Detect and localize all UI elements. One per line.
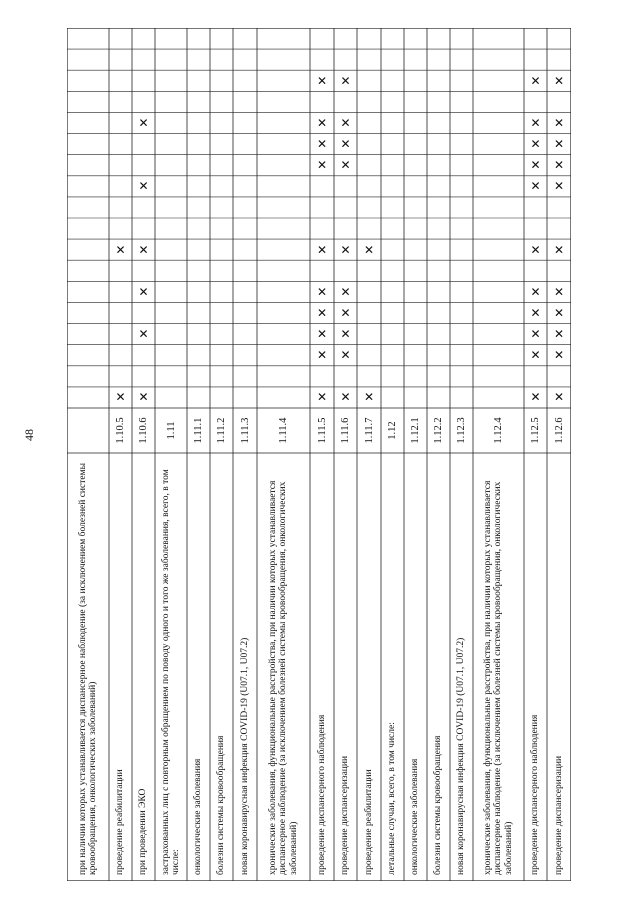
row-label-cell bbox=[524, 453, 547, 881]
row-code: 1.12.4 bbox=[493, 417, 504, 444]
cross-mark: ✕ bbox=[530, 306, 541, 320]
cross-mark: ✕ bbox=[363, 390, 375, 405]
row-label: летальные случаи, всего, в том числе: bbox=[387, 722, 398, 875]
row-code-cell bbox=[404, 408, 427, 453]
row-label: проведение реабилитации bbox=[363, 769, 374, 875]
row-code: 1.12.5 bbox=[530, 417, 541, 444]
cross-mark: ✕ bbox=[138, 284, 149, 299]
row-label-cell bbox=[473, 453, 524, 881]
row-code: 1.10.5 bbox=[115, 417, 126, 444]
cross-mark: ✕ bbox=[340, 390, 351, 405]
row-label: хронические заболевания, функциональные расстройства, при наличии которых устанавливается диспансерное наблюдение (за исключением болезней системы кровообращения, онкологических заболеваний) bbox=[267, 480, 299, 875]
row-label: проведение диспансерного наблюдения bbox=[316, 714, 327, 875]
row-code-cell bbox=[547, 408, 571, 453]
cross-mark: ✕ bbox=[340, 327, 351, 342]
row-label-cell bbox=[109, 453, 132, 881]
row-code-cell bbox=[381, 408, 404, 453]
row-label-cell bbox=[450, 453, 473, 881]
row-label: проведение реабилитации bbox=[115, 769, 126, 875]
row-code-cell bbox=[450, 408, 473, 453]
row-label-cell bbox=[357, 453, 381, 881]
row-code: 1.10.6 bbox=[138, 417, 149, 444]
row-label: при наличии которых устанавливается диспансерное наблюдение (за исключением болезней системы кровообращения, онкологических заболеваний) bbox=[77, 463, 98, 875]
cross-mark: ✕ bbox=[138, 327, 149, 342]
cross-mark: ✕ bbox=[340, 137, 351, 152]
row-code-cell bbox=[310, 408, 334, 453]
cross-mark: ✕ bbox=[553, 284, 565, 299]
cross-mark: ✕ bbox=[316, 348, 328, 363]
cross-mark: ✕ bbox=[530, 73, 541, 88]
cross-mark: ✕ bbox=[138, 390, 149, 405]
row-code: 1.11.4 bbox=[278, 417, 289, 444]
row-label-cell bbox=[381, 453, 404, 881]
row-code: 1.12 bbox=[387, 421, 398, 440]
row-label-cell bbox=[155, 453, 187, 881]
row-label: новая коронавирусная инфекция COVID-19 (U07.1, U07.2) bbox=[239, 637, 250, 875]
cross-mark: ✕ bbox=[316, 284, 328, 299]
cross-mark: ✕ bbox=[553, 306, 565, 320]
row-code: 1.11.6 bbox=[340, 417, 351, 444]
row-label: новая коронавирусная инфекция COVID-19 (U07.1, U07.2) bbox=[456, 637, 467, 875]
cross-mark: ✕ bbox=[316, 306, 328, 320]
row-code-cell bbox=[109, 408, 132, 453]
row-code: 1.11.2 bbox=[216, 417, 227, 444]
cross-mark: ✕ bbox=[530, 242, 541, 257]
cross-mark: ✕ bbox=[340, 158, 351, 173]
cross-mark: ✕ bbox=[340, 306, 351, 320]
row-code-cell bbox=[427, 408, 450, 453]
row-label-cell bbox=[233, 453, 257, 881]
row-code-cell bbox=[132, 408, 155, 453]
row-label: проведение диспансеризации bbox=[340, 755, 351, 875]
row-code-cell bbox=[473, 408, 524, 453]
cross-mark: ✕ bbox=[530, 158, 541, 173]
cross-mark: ✕ bbox=[553, 242, 565, 257]
cross-mark: ✕ bbox=[115, 390, 126, 405]
cross-mark: ✕ bbox=[530, 390, 541, 405]
row-label: онкологические заболевания bbox=[193, 758, 204, 875]
row-code-cell bbox=[257, 408, 310, 453]
row-code: 1.11 bbox=[165, 421, 177, 440]
cross-mark: ✕ bbox=[553, 327, 565, 342]
cross-mark: ✕ bbox=[530, 348, 541, 363]
cross-mark: ✕ bbox=[530, 284, 541, 299]
row-label-cell bbox=[310, 453, 334, 881]
cross-mark: ✕ bbox=[553, 158, 565, 173]
row-label-cell bbox=[427, 453, 450, 881]
row-code: 1.11.5 bbox=[316, 417, 328, 444]
cross-mark: ✕ bbox=[316, 116, 328, 130]
cross-mark: ✕ bbox=[340, 348, 351, 363]
row-label: онкологические заболевания bbox=[410, 758, 421, 875]
cross-mark: ✕ bbox=[363, 242, 375, 257]
row-code: 1.11.3 bbox=[239, 417, 251, 444]
cross-mark: ✕ bbox=[340, 242, 351, 257]
cross-mark: ✕ bbox=[316, 390, 328, 405]
row-code bbox=[67, 408, 109, 453]
cross-mark: ✕ bbox=[340, 284, 351, 299]
cross-mark: ✕ bbox=[530, 116, 541, 130]
cross-mark: ✕ bbox=[553, 73, 565, 88]
cross-mark: ✕ bbox=[316, 327, 328, 342]
cross-mark: ✕ bbox=[553, 348, 565, 363]
cross-mark: ✕ bbox=[138, 116, 149, 130]
row-label-cell bbox=[404, 453, 427, 881]
row-code-cell bbox=[67, 408, 109, 453]
row-code-cell bbox=[233, 408, 257, 453]
row-label: проведение диспансерного наблюдения bbox=[530, 714, 541, 875]
data-table bbox=[67, 28, 571, 881]
cross-mark: ✕ bbox=[316, 137, 328, 152]
cross-mark: ✕ bbox=[553, 116, 565, 130]
row-code: 1.11.7 bbox=[363, 417, 375, 444]
row-label-cell bbox=[334, 453, 357, 881]
cross-mark: ✕ bbox=[530, 327, 541, 342]
row-label: застрахованных лиц с повторным обращением по поводу одного и того же заболевания, всего, в том числе: bbox=[160, 469, 181, 875]
row-label-cell bbox=[210, 453, 233, 881]
cross-mark: ✕ bbox=[340, 116, 351, 130]
cross-mark: ✕ bbox=[340, 73, 351, 88]
cross-mark: ✕ bbox=[530, 179, 541, 194]
row-code-cell bbox=[334, 408, 357, 453]
row-code: 1.12.6 bbox=[553, 417, 565, 444]
cross-mark: ✕ bbox=[553, 390, 565, 405]
cross-mark: ✕ bbox=[316, 158, 328, 173]
row-label-cell bbox=[132, 453, 155, 881]
row-code: 1.12.3 bbox=[456, 417, 467, 444]
row-label-cell bbox=[547, 453, 571, 881]
cross-mark: ✕ bbox=[553, 179, 565, 194]
row-label: болезни системы кровообращения bbox=[433, 735, 444, 875]
row-label: болезни системы кровообращения bbox=[216, 735, 227, 875]
row-code: 1.11.1 bbox=[193, 417, 204, 444]
row-code-cell bbox=[155, 408, 187, 453]
row-label: при проведении ЭКО bbox=[138, 788, 149, 875]
row-code-cell bbox=[524, 408, 547, 453]
row-code-cell bbox=[210, 408, 233, 453]
cross-mark: ✕ bbox=[316, 73, 328, 88]
row-code: 1.12.2 bbox=[433, 417, 444, 444]
row-label: хронические заболевания, функциональные расстройства, при наличии которых устанавливается диспансерное наблюдение (за исключением болезней системы кровообращения, онкологических заболеваний) bbox=[482, 480, 514, 875]
row-label-cell bbox=[67, 453, 109, 881]
page-number: 48 bbox=[22, 429, 36, 441]
row-code-cell bbox=[357, 408, 381, 453]
cross-mark: ✕ bbox=[115, 242, 126, 257]
row-code-cell bbox=[187, 408, 210, 453]
cross-mark: ✕ bbox=[553, 137, 565, 152]
cross-mark: ✕ bbox=[138, 179, 149, 194]
cross-mark: ✕ bbox=[138, 242, 149, 257]
cross-mark: ✕ bbox=[316, 242, 328, 257]
row-label-cell bbox=[257, 453, 310, 881]
row-label: проведение диспансеризации bbox=[553, 755, 564, 875]
row-label-cell bbox=[187, 453, 210, 881]
cross-mark: ✕ bbox=[530, 137, 541, 152]
row-code: 1.12.1 bbox=[410, 417, 421, 444]
